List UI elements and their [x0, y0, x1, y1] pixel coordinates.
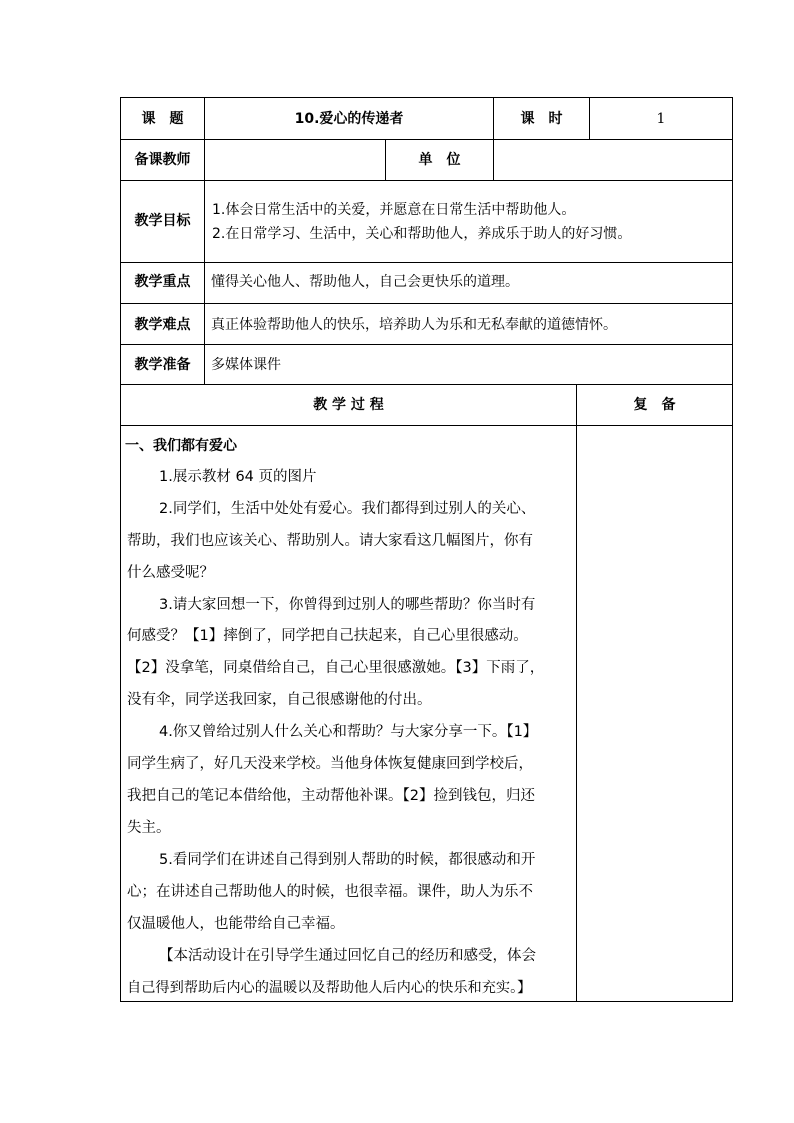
process-line: 3.请大家回想一下，你曾得到过别人的哪些帮助？你当时有 [159, 597, 536, 613]
process-line: 何感受？【1】摔倒了，同学把自己扶起来，自己心里很感动。 [127, 628, 528, 644]
preparation-value: 多媒体课件 [211, 357, 281, 373]
table-border [120, 303, 733, 304]
table-border [120, 97, 733, 98]
process-line: 心；在讲述自己帮助他人的时候，也很幸福。课件，助人为乐不 [127, 884, 533, 900]
section-title: 一、我们都有爱心 [125, 438, 237, 454]
preparation-label: 教学准备 [134, 357, 191, 373]
key-point-value: 懂得关心他人、帮助他人，自己会更快乐的道理。 [211, 274, 519, 290]
difficulty-label: 教学难点 [134, 317, 191, 333]
teacher-label: 备课教师 [134, 152, 191, 168]
process-line: 帮助，我们也应该关心、帮助别人。请大家看这几幅图片，你有 [127, 533, 533, 549]
process-line: 自己得到帮助后内心的温暖以及帮助他人后内心的快乐和充实。】 [127, 980, 532, 996]
table-border [120, 344, 733, 345]
process-line: 5.看同学们在讲述自己得到别人帮助的时候，都很感动和开 [159, 852, 536, 868]
table-border [576, 384, 577, 1001]
table-border [120, 384, 733, 385]
table-border [120, 262, 733, 263]
unit-label: 单 位 [418, 152, 461, 168]
process-line: 1.展示教材 64 页的图片 [159, 469, 317, 485]
review-header: 复 备 [633, 397, 676, 413]
table-border [493, 139, 494, 180]
process-line: 没有伞，同学送我回家，自己很感谢他的付出。 [127, 692, 432, 708]
process-line: 2.同学们，生活中处处有爱心。我们都得到过别人的关心、 [159, 501, 536, 517]
table-border [204, 97, 205, 384]
process-line: 失主。 [127, 820, 171, 836]
objectives-label: 教学目标 [134, 213, 191, 229]
objective-line: 1.体会日常生活中的关爱，并愿意在日常生活中帮助他人。 [212, 202, 576, 218]
table-border [120, 425, 733, 426]
process-line: 【本活动设计在引导学生通过回忆自己的经历和感受，体会 [159, 948, 536, 964]
topic-value: 10.爱心的传递者 [294, 111, 404, 127]
key-point-label: 教学重点 [134, 274, 191, 290]
process-line: 什么感受呢？ [127, 565, 214, 581]
table-border [120, 1001, 733, 1002]
table-border [120, 97, 121, 1002]
period-value: 1 [656, 111, 666, 127]
table-border [120, 180, 733, 181]
difficulty-value: 真正体验帮助他人的快乐，培养助人为乐和无私奉献的道德情怀。 [211, 317, 617, 333]
process-line: 同学生病了，好几天没来学校。当他身体恢复健康回到学校后， [127, 756, 533, 772]
process-line: 4.你又曾给过别人什么关心和帮助？与大家分享一下。【1】 [159, 724, 538, 740]
objective-line: 2.在日常学习、生活中，关心和帮助他人，养成乐于助人的好习惯。 [212, 226, 632, 242]
process-header: 教 学 过 程 [313, 397, 384, 413]
table-border [120, 139, 733, 140]
period-label: 课 时 [520, 111, 563, 127]
process-line: 【2】没拿笔，同桌借给自己，自己心里很感激她。【3】下雨了， [127, 660, 545, 676]
table-border [732, 97, 733, 1002]
process-line: 我把自己的笔记本借给他，主动帮他补课。【2】捡到钱包，归还 [127, 788, 535, 804]
process-line: 仅温暖他人，也能带给自己幸福。 [127, 916, 345, 932]
topic-label: 课 题 [141, 111, 184, 127]
